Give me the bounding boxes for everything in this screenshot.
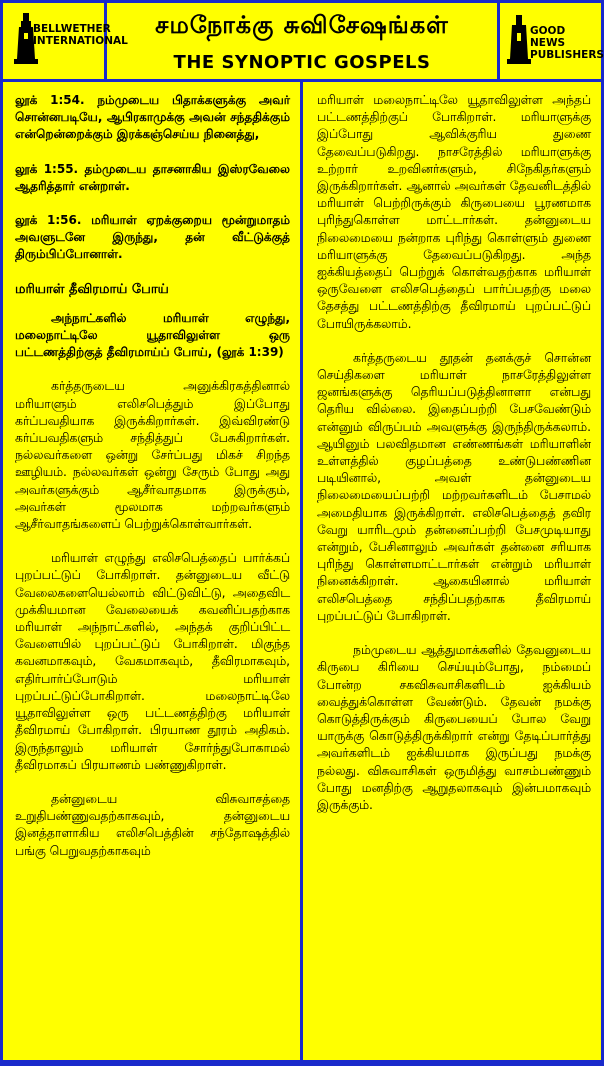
section-heading: மரியாள் தீவிரமாய் போய் xyxy=(15,281,169,297)
bellwether-logo xyxy=(3,3,128,79)
left-paragraph-2: மரியாள் எழுந்து எலிசபெத்தைப் பார்க்கப் புறப்பட்டுப் போகிறாள். தன்னுடைய வீட்டு வேலைகளையெல்லாம் விட்டுவிட்டு, அதைவிட முக்கியமான வேலையைக் கவனிப்பதற்காக மரியாள் அந்நாட்களில், அந்தக் குறிப்பிட்ட வேளையில் புறப்பட்டுப் போகிறாள். மிகுந்த கவனமாகவும், வேகமாகவும், தீவிரமாகவும், எதிர்பார்ப்போடும் மரியாள் புறப்பட்டுப்போகிறாள். மலைநாட்டிலே யூதாவிலுள்ள ஒரு பட்டணத்திற்கு மரியாள் தீவிரமாய் போகிறாள். பிரயாண தூரம் அதிகம். இருந்தாலும் மரியாள் சோர்ந்துபோகாமல் தீவிரமாகப் பிரயாணம் பண்ணுகிறாள். xyxy=(15,551,290,772)
column-divider xyxy=(300,82,303,1063)
content-area xyxy=(0,82,604,1066)
left-column xyxy=(3,82,300,1063)
right-paragraph-2: கர்த்தருடைய தூதன் தனக்குச் சொன்ன செய்திகளை மரியாள் நாசரேத்திலுள்ள ஜனங்களுக்கு தெரியப்படுத்தினாளா என்பது தெரிய வில்லை. இதைப்பற்றி பேசவேண்டும் என்னும் விருப்பம் அவளுக்கு இருந்திருக்கலாம். ஆயினும் பலவிதமான எண்ணங்கள் மரியாளின் உள்ளத்தில் குழப்பத்தை உண்டுபண்ணின படியினால், அவள் தன்னுடைய நிலைமையைப்பற்றி மற்றவர்களிடம் பேசாமல் அமைதியாக இருக்கிறாள். எலிசபெத்தைத் தவிர வேறு யாரிடமும் தன்னைப்பற்றி பேசமுடியாது என்றும், பேசினாலும் அவர்கள் தன்னை சரியாக புரிந்து கொள்ளமாட்டார்கள் என்றும் மரியாள் நினைக்கிறாள். ஆகையினால் மரியாள் எலிசபெத்தை சந்திப்பதற்காக தீவிரமாய் புறப்பட்டுப் போகிறாள். xyxy=(317,350,591,623)
bottom-border xyxy=(3,1060,601,1063)
book-tower-icon xyxy=(506,13,532,69)
bellwether-logo-text: BELLWETHER INTERNATIONAL xyxy=(33,23,128,47)
english-title: THE SYNOPTIC GOSPELS xyxy=(173,52,431,73)
right-paragraph-1: மரியாள் மலைநாட்டிலே யூதாவிலுள்ள அந்தப் பட்டணத்திற்குப் போகிறாள். மரியாளுக்கு இப்போது ஆவிக்குரிய துணை தேவைப்படுகிறது. நாசரேத்தில் மரியாளுக்கு உற்றார் உறவினர்களும், சிநேகிதர்களும் இருக்கிறார்கள். ஆனால் அவர்கள் தேவனிடத்தில் மரியாள் பெற்றிருக்கும் கிருபையை பூரணமாக புரிந்துகொள்ள மாட்டார்கள். தன்னுடைய நிலைமையை நன்றாக புரிந்து கொள்ளும் துணை மரியாளுக்கு தேவைப்படுகிறது. அந்த ஐக்கியத்தைப் பெற்றுக் கொள்வதற்காக மரியாள் ஒருவேளை எலிசபெத்தைப் பார்ப்பதற்கு மலை தேசத்து பட்டணத்திற்கு தீவிரமாய் புறப்பட்டுப் போயிருக்கலாம். xyxy=(317,93,591,331)
good-news-logo xyxy=(497,3,604,79)
verse-1-55: லூக் 1:55. தம்முடைய தாசனாகிய இஸ்ரவேலை ஆதரித்தார் என்றாள். xyxy=(15,161,290,193)
key-verse-quote: அந்நாட்களில் மரியாள் எழுந்து, மலைநாட்டிலே யூதாவிலுள்ள ஒரு பட்டணத்திற்குத் தீவிரமாய்ப் போய், (லூக் 1:39) xyxy=(15,310,290,360)
left-paragraph-3: தன்னுடைய விசுவாசத்தை உறுதிபண்ணுவதற்காகவும், தன்னுடைய இனத்தாளாகிய எலிசபெத்தின் சந்தோஷத்தில் பங்கு பெறுவதற்காகவும் xyxy=(15,791,290,858)
left-paragraph-1: கர்த்தருடைய அனுக்கிரகத்தினால் மரியாளும் எலிசபெத்தும் இப்போது கர்ப்பவதியாக இருக்கிறார்கள். இவ்விரண்டு கர்ப்பவதிகளும் சந்தித்துப் பேசுகிறார்கள். நல்லவர்களை ஒன்று சேர்ப்பது மிகச் சிறந்த ஊழியம். நல்லவர்கள் ஒன்று சேரும் போது அது அவர்களுக்கும் ஆசீர்வாதமாக இருக்கும், அவர்கள் மூலமாக மற்றவர்களும் ஆசீர்வாதங்களைப் பெற்றுக்கொள்வார்கள். xyxy=(15,379,290,532)
right-column xyxy=(305,82,601,1063)
title-area xyxy=(107,3,497,79)
good-news-logo-text: GOOD NEWS PUBLISHERS xyxy=(530,25,604,61)
right-paragraph-3: நம்முடைய ஆத்துமாக்களில் தேவனுடைய கிருபை கிரியை செய்யும்போது, நம்மைப் போன்ற சகவிசுவாசிகளிடம் ஐக்கியம் வைத்துக்கொள்ள வேண்டும். தேவன் நமக்கு கொடுத்திருக்கும் கிருபையைப் போல வேறு யாருக்கு கொடுத்திருக்கிறார் என்று தேடிப்பார்த்து அவர்களிடம் ஐக்கியமாக இருப்பது நமக்கு நல்லது. விசுவாசிகள் ஒருமித்து வாசம்பண்ணும் போது மனதிற்கு ஆறுதலாகவும் இன்பமாகவும் இருக்கும். xyxy=(317,643,591,812)
tamil-title: சமநோக்கு சுவிசேஷங்கள் xyxy=(155,11,449,39)
verse-1-56: லூக் 1:56. மரியாள் ஏறக்குறைய மூன்றுமாதம் அவளுடனே இருந்து, தன் வீட்டுக்குத் திரும்பிப்போனாள். xyxy=(15,213,290,262)
header-banner xyxy=(0,0,604,82)
verse-1-54: லூக் 1:54. நம்முடைய பிதாக்களுக்கு அவர் சொன்னபடியே, ஆபிரகாமுக்கு அவன் சந்ததிக்கும் என்றென்றைக்கும் இரக்கஞ்செய்ய நினைத்து, xyxy=(15,93,290,142)
